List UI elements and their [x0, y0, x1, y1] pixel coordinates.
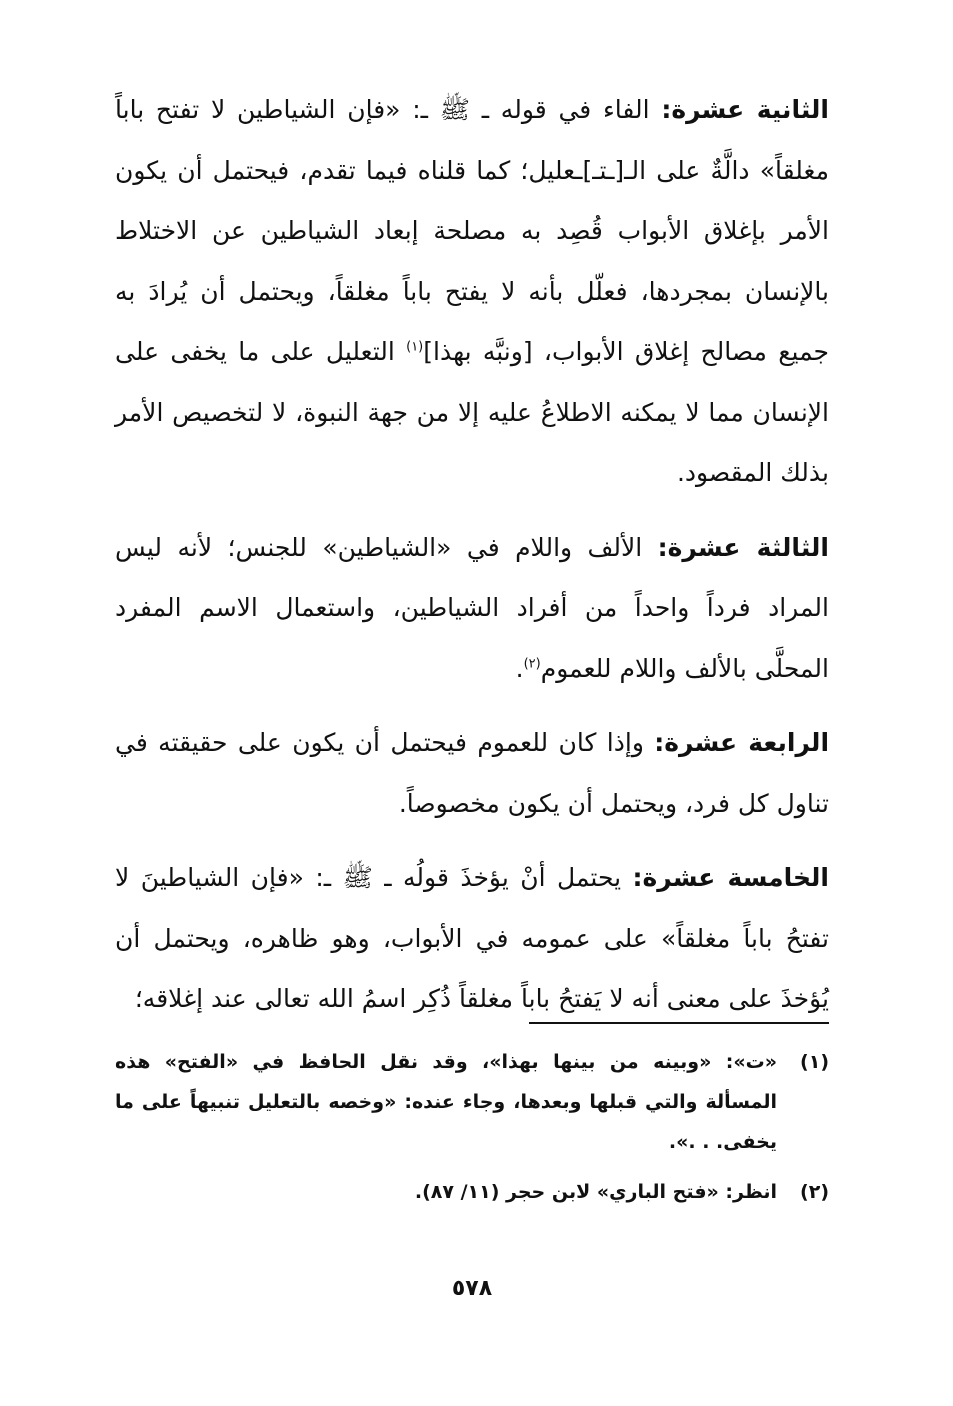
- footnote-number: (٢): [800, 1181, 829, 1203]
- paragraph-13: [115, 518, 829, 700]
- footnotes: [115, 1042, 829, 1222]
- paragraph-text-tail: .: [515, 653, 524, 683]
- footnote-text: «ت»: «وبينه من بينها بهذا»، وقد نقل الحافظ في «الفتح» هذه المسألة والتي قبلها وبعدها، وجاء عنده: «وخصه بالتعليل تنبيهاً على ما يخفى. . .».: [115, 1051, 777, 1153]
- main-text: [115, 80, 829, 1044]
- paragraph-heading: الخامسة عشرة:: [632, 863, 829, 892]
- paragraph-text: يحتمل أنْ يؤخذَ قولُه ـ ﷺ ـ: «فإن الشياطينَ لا تفتحُ باباً مغلقاً» على عمومه في الأبواب، وهو ظاهره، ويحتمل أن يُؤخذَ على معنى أنه لا يَفتحُ باباً مغلقاً ذُكِر اسمُ الله تعالى عند إغلاقه؛: [115, 863, 829, 1013]
- paragraph-heading: الرابعة عشرة:: [654, 728, 830, 757]
- footnote-2: [115, 1172, 829, 1212]
- paragraph-14: [115, 713, 829, 834]
- footnote-number: (١): [800, 1051, 829, 1073]
- paragraph-text-tail: التعليل على ما يخفى على الإنسان مما لا يمكنه الاطلاعُ عليه إلا من جهة النبوة، لا لتخصيص الأمر بذلك المقصود.: [115, 337, 829, 487]
- footnote-ref[interactable]: (١): [406, 339, 424, 355]
- paragraph-text: الفاء في قوله ـ ﷺ ـ: «فإن الشياطين لا تفتح باباً مغلقاً» دالَّةٌ على الـ[ـتـ]ـعليل؛ كما قلناه فيما تقدم، فيحتمل أن يكون الأمر بإغلاق الأبواب قُصِد به مصلحة إبعاد الشياطين عن الاختلاط بالإنسان بمجردها، فعلّل بأنه لا يفتح باباً مغلقاً، ويحتمل أن يُرادَ به جميع مصالح إغلاق الأبواب، [ونبَّه بهذا]: [115, 95, 829, 366]
- footnote-ref[interactable]: (٢): [523, 656, 541, 672]
- footnote-1: [115, 1042, 829, 1162]
- page-number: ٥٧٨: [451, 1276, 493, 1301]
- paragraph-text: وإذا كان للعموم فيحتمل أن يكون على حقيقته في تناول كل فرد، ويحتمل أن يكون مخصوصاً.: [115, 728, 829, 818]
- footnote-text: انظر: «فتح الباري» لابن حجر (١١/ ٨٧).: [414, 1181, 777, 1203]
- book-page: [115, 80, 829, 1380]
- paragraph-15: [115, 848, 829, 1030]
- paragraph-text: الألف واللام في «الشياطين» للجنس؛ لأنه ليس المراد فرداً واحداً من أفراد الشياطين، واستعمال الاسم المفرد المحلَّى بالألف واللام للعموم: [115, 532, 829, 683]
- footnote-divider: [529, 1022, 829, 1024]
- paragraph-heading: الثانية عشرة:: [661, 95, 829, 124]
- paragraph-12: [115, 80, 829, 504]
- paragraph-heading: الثالثة عشرة:: [657, 532, 829, 562]
